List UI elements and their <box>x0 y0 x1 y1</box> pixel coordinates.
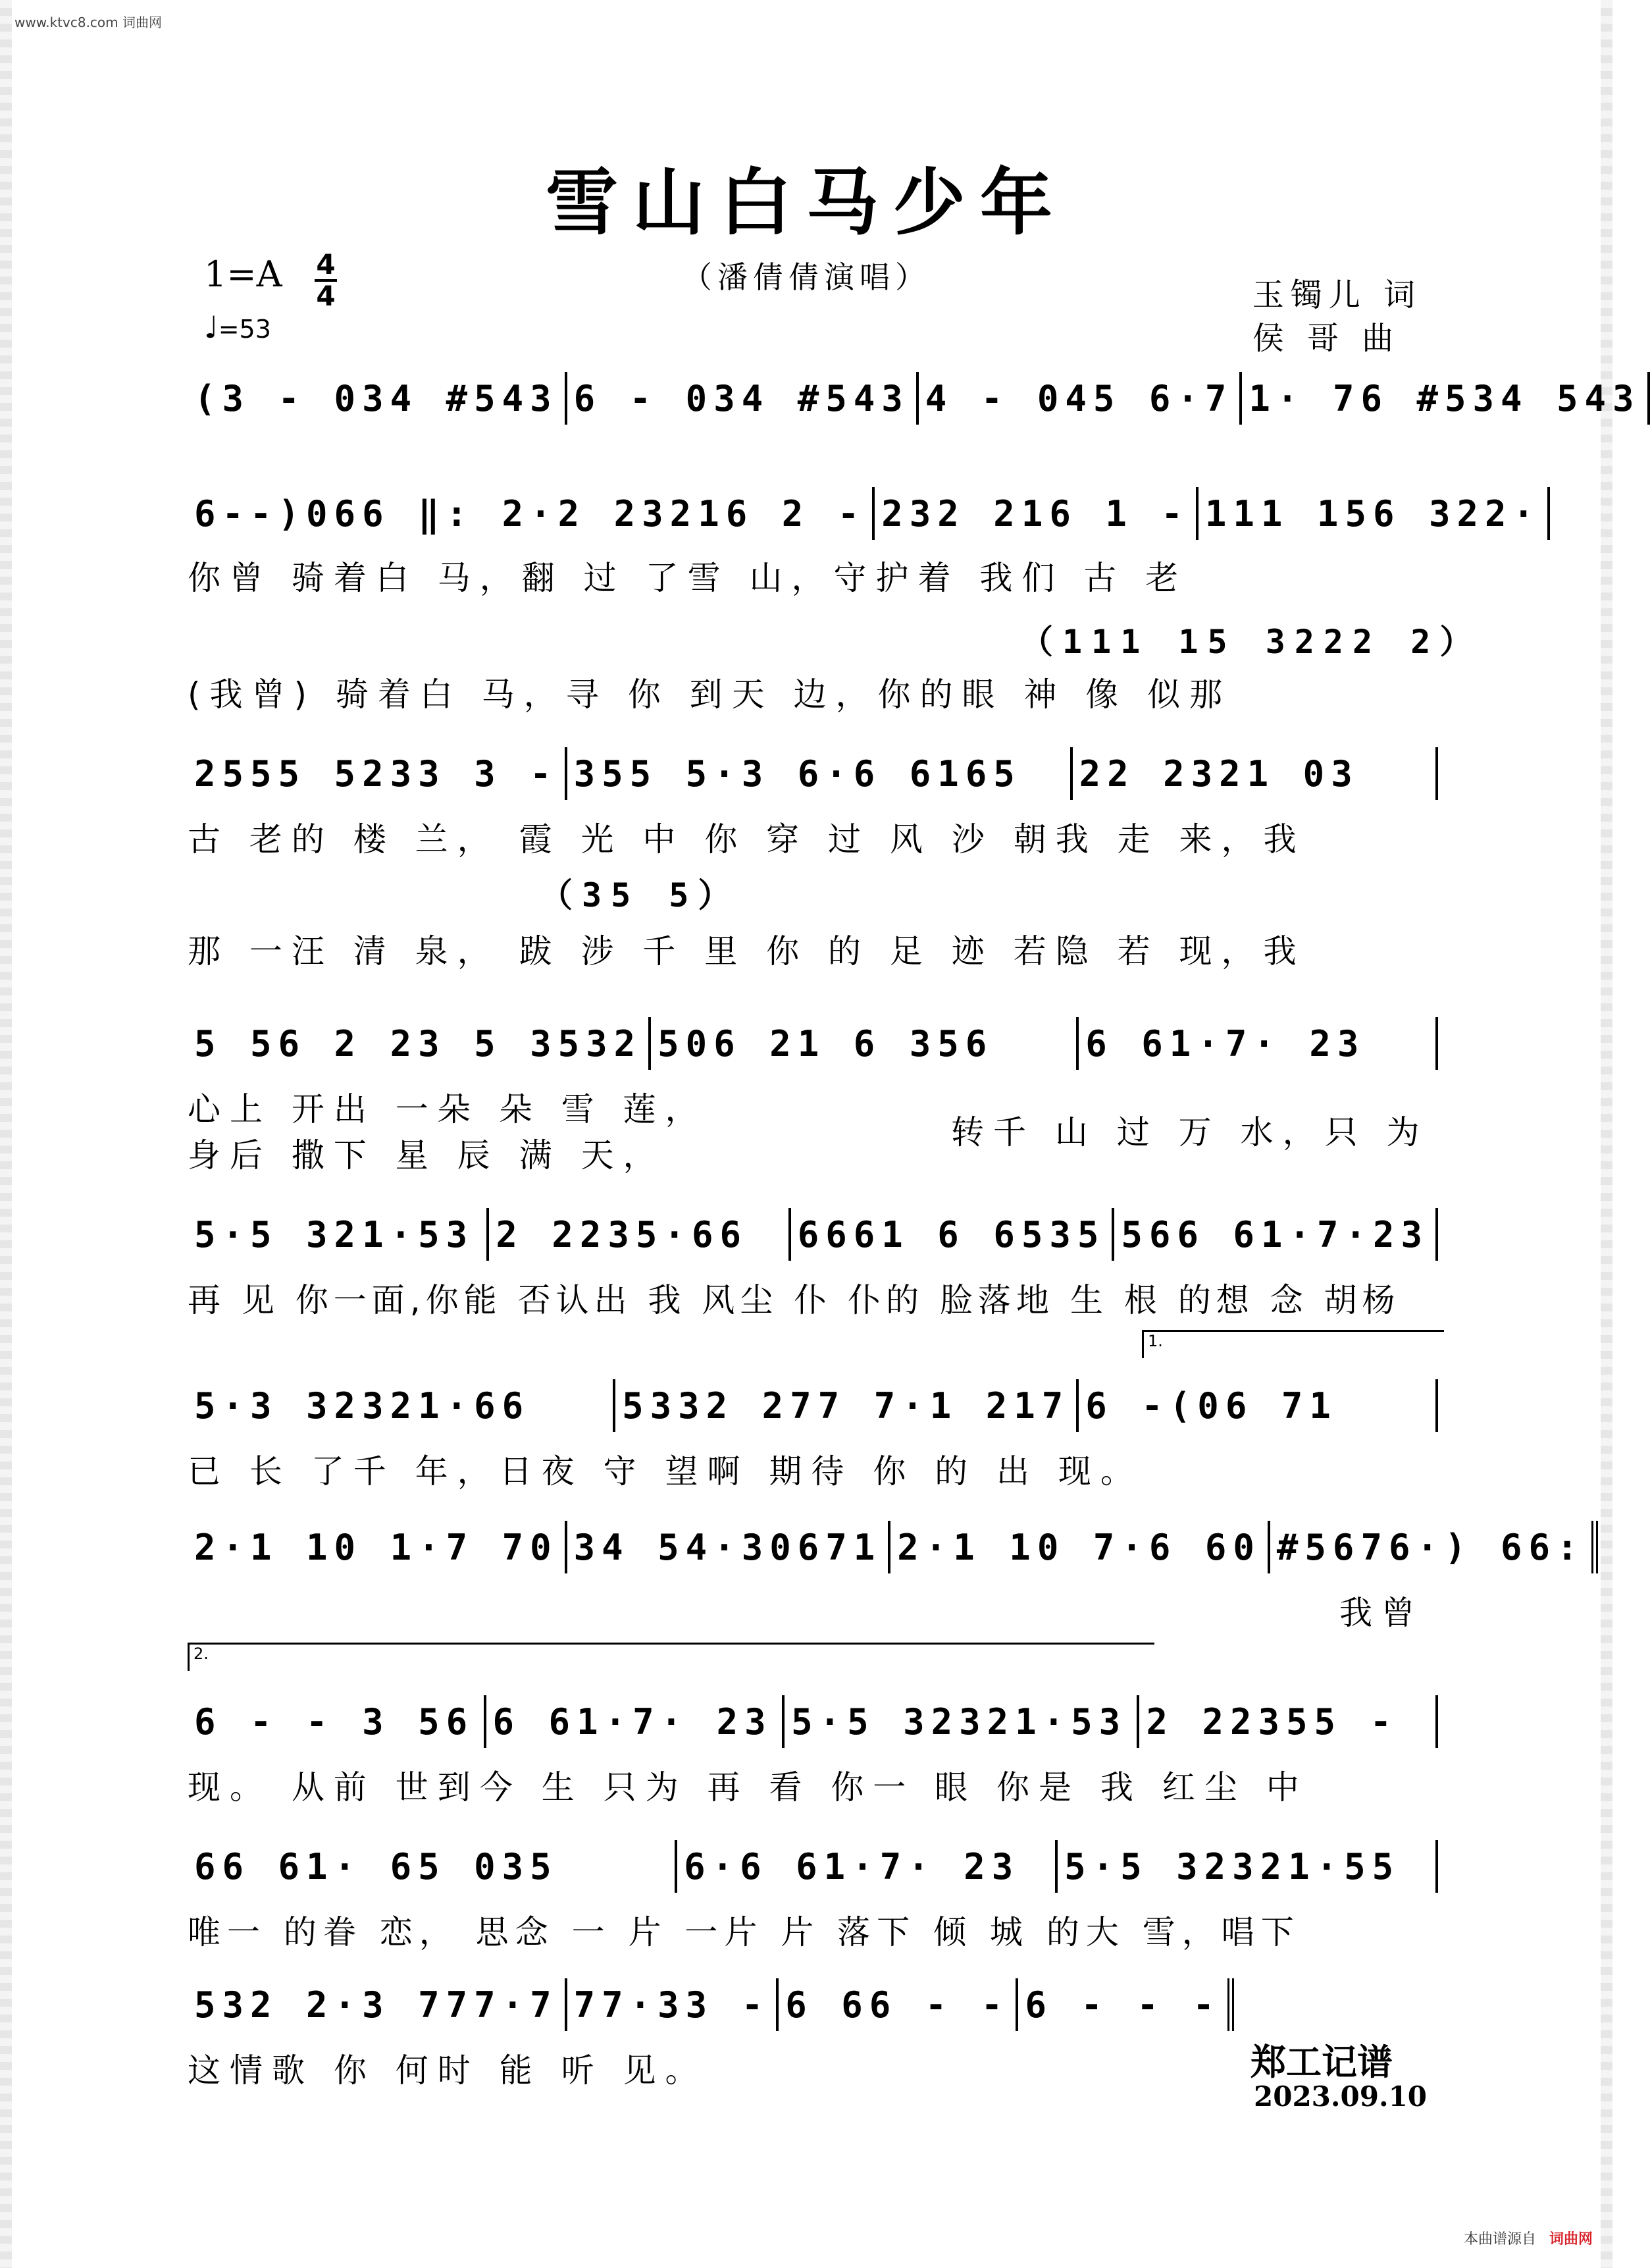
measure: 5·5 32321·53 <box>785 1695 1139 1748</box>
measure: 6 - - 3 56 <box>188 1695 486 1748</box>
measure: 355 5·3 6·6 6165 <box>567 747 1073 800</box>
volta-2: 2. <box>188 1643 1154 1671</box>
score-row-7 <box>188 1514 1585 1580</box>
lyric-line: 我曾 <box>1339 1594 1424 1632</box>
measure: 2 2235·66 <box>489 1208 790 1261</box>
lyric-line: 再 见 你一面,你能 否认出 我 风尘 仆 仆的 脸落地 生 根 的想 念 胡杨 <box>188 1281 1401 1319</box>
measure: 6 61·7· 23 <box>1079 1017 1438 1070</box>
lyricist: 玉镯儿 词 <box>1252 277 1422 313</box>
site-logo: 词曲网 <box>1549 2231 1593 2248</box>
lyric-line: 你曾 骑着白 马，翻 过 了雪 山，守护着 我们 古 老 <box>188 559 1188 597</box>
site-url: www.ktvc8.com 词曲网 <box>14 14 163 30</box>
measure: 6--)066 ‖: 2·2 23216 2 - <box>188 487 875 540</box>
measure: 1· 76 #534 543 <box>1242 372 1649 425</box>
measure: 6 - 034 #543 <box>567 372 919 425</box>
lyric-line: 转千 山 过 万 水，只 为 <box>951 1113 1429 1151</box>
time-signature <box>313 250 339 311</box>
score-row-9 <box>188 1833 1438 1899</box>
lyric-line: 古 老的 楼 兰， 霞 光 中 你 穿 过 风 沙 朝我 走 来，我 <box>188 820 1306 858</box>
score-row-6 <box>188 1373 1438 1438</box>
measure: 5·5 32321·55 <box>1058 1840 1438 1893</box>
measure: 77·33 - <box>567 1978 779 2031</box>
measure: 2·1 10 1·7 70 <box>188 1521 567 1573</box>
tempo-value: =53 <box>218 315 271 344</box>
song-credits <box>1252 273 1422 360</box>
footer-source-text: 本曲谱源自 <box>1463 2231 1536 2248</box>
tempo-marking <box>204 309 271 345</box>
score-row-5 <box>188 1201 1438 1267</box>
lyric-line: 这情歌 你 何时 能 听 见。 <box>188 2051 708 2090</box>
quarter-note-icon: ♩ <box>204 309 219 345</box>
alt-notes: （35 5） <box>540 876 740 914</box>
performer: （潘倩倩演唱） <box>682 259 931 295</box>
measure: 111 156 322· <box>1199 487 1550 540</box>
measure: 5332 277 7·1 217 <box>615 1379 1079 1432</box>
volta-1: 1. <box>1142 1330 1444 1358</box>
measure: 5·5 321·53 <box>188 1208 489 1261</box>
measure: 5 56 2 23 5 3532 <box>188 1017 651 1070</box>
alt-notes: （111 15 3222 2） <box>1020 623 1482 661</box>
measure: 532 2·3 777·7 <box>188 1978 567 2031</box>
transcription-date: 2023.09.10 <box>1254 2080 1428 2113</box>
measure: 6 61·7· 23 <box>486 1695 785 1748</box>
score-row-3 <box>188 741 1438 806</box>
measure: 2·1 10 7·6 60 <box>890 1521 1270 1573</box>
measure: 34 54·30671 <box>567 1521 891 1573</box>
measure: 6 -(06 71 <box>1079 1379 1438 1432</box>
measure: 6 - - - <box>1018 1978 1234 2031</box>
measure: #5676·) 66: <box>1270 1521 1598 1573</box>
song-title: 雪山白马少年 <box>546 160 1067 245</box>
measure: 2 22355 - <box>1139 1695 1438 1748</box>
measure: 6·6 61·7· 23 <box>677 1840 1058 1893</box>
composer: 侯 哥 曲 <box>1252 320 1401 357</box>
measure: 6 66 - - <box>779 1978 1018 2031</box>
lyric-line: 心上 开出 一朵 朵 雪 莲， <box>188 1090 708 1128</box>
lyric-line-alt: 那 一汪 清 泉， 跋 涉 千 里 你 的 足 迹 若隐 若 现，我 <box>188 932 1306 970</box>
measure: 232 216 1 - <box>875 487 1199 540</box>
measure: 22 2321 03 <box>1073 747 1438 800</box>
footer <box>1464 2228 1593 2248</box>
time-sig-top: 4 <box>316 248 336 280</box>
lyric-line: 现。 从前 世到今 生 只为 再 看 你一 眼 你是 我 红尘 中 <box>188 1768 1308 1806</box>
score-row-8 <box>188 1689 1438 1754</box>
time-sig-bottom: 4 <box>316 280 336 312</box>
measure: 66 61· 65 035 <box>188 1840 677 1893</box>
score-row-2 <box>188 481 1541 546</box>
lyric-line: 唯一 的眷 恋， 思念 一 片 一片 片 落下 倾 城 的大 雪，唱下 <box>188 1913 1301 1951</box>
measure: 2555 5233 3 - <box>188 747 567 800</box>
left-border-strip <box>0 0 12 2268</box>
measure: 566 61·7·23 <box>1114 1208 1438 1261</box>
measure: 6661 6 6535 <box>791 1208 1115 1261</box>
measure: (3 - 034 #543 <box>188 372 567 425</box>
measure: 4 - 045 6·7 <box>919 372 1243 425</box>
key-signature: 1=A <box>204 253 282 295</box>
score-row-4 <box>188 1011 1438 1076</box>
lyric-line: 身后 撒下 星 辰 满 天， <box>188 1136 665 1174</box>
score-row-10 <box>188 1972 1221 2038</box>
measure: 506 21 6 356 <box>651 1017 1079 1070</box>
lyric-line: 已 长 了千 年，日夜 守 望啊 期待 你 的 出 现。 <box>188 1452 1143 1490</box>
transcriber-credit: 郑工记谱 <box>1250 2042 1393 2083</box>
right-border-strip <box>1601 0 1612 2268</box>
lyric-line-alt: (我曾) 骑着白 马，寻 你 到天 边，你的眼 神 像 似那 <box>188 675 1232 714</box>
score-row-1 <box>188 365 1641 431</box>
measure: 5·3 32321·66 <box>188 1379 615 1432</box>
